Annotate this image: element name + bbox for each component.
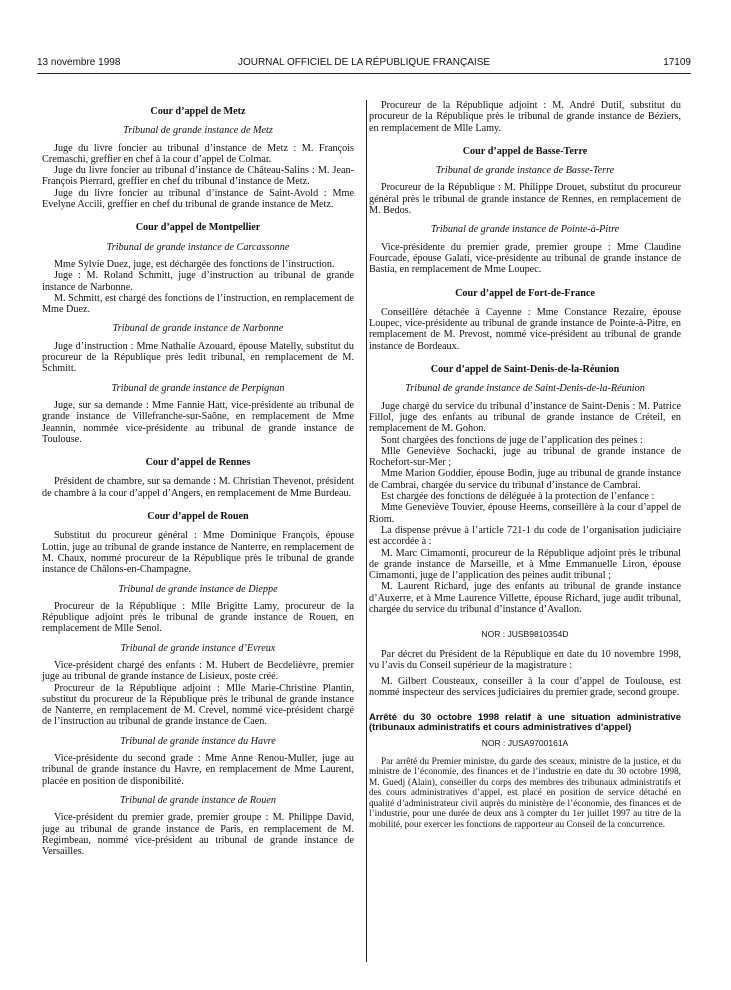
section-title-rouen: Cour d’appel de Rouen <box>147 511 249 523</box>
tribunal-dieppe: Tribunal de grande instance de Dieppe <box>118 583 278 595</box>
paragraph: Par décret du Président de la République en date du 10 novembre 1998, vu l’avis du Conseil supérieur de la magistrature : <box>369 648 681 671</box>
tribunal-basse-terre: Tribunal de grande instance de Basse-Terre <box>435 165 615 177</box>
paragraph: Juge, sur sa demande : Mme Fannie Hatt, vice-présidente au tribunal de grande instance de Villefranche-sur-Saône, en remplacement de Mme Jeannin, nommée vice-présidente au tribunal de grande instance de Toulouse. <box>42 399 354 445</box>
paragraph: Juge du livre foncier au tribunal d’instance de Metz : M. François Cremaschi, greffier en chef à la cour d’appel de Colmar. <box>42 142 354 165</box>
section-title-metz: Cour d’appel de Metz <box>150 106 246 117</box>
page-number: 17109 <box>663 57 691 68</box>
paragraph: Est chargée des fonctions de déléguée à la protection de l’enfance : <box>381 491 655 503</box>
nor-reference: NOR : JUSB9810354D <box>481 629 569 640</box>
paragraph: Juge d’instruction : Mme Nathalie Azouard, épouse Matelly, substitut du procureur de la République près ledit tribunal, en remplacement de M. Schmitt. <box>42 340 354 375</box>
paragraph: Vice-président du premier grade, premier groupe : M. Philippe David, juge au tribunal de grande instance de Paris, en remplacement de M. Regimbeau, nommé vice-président au tribunal de grande instance de Versailles. <box>42 812 354 858</box>
paragraph: Conseillère détachée à Cayenne : Mme Constance Rezaire, épouse Loupec, vice-présidente au tribunal de grande instance de Pointe-à-Pitre, en remplacement de M. Prevost, nommé vice-président au tribunal de grande instance de Bordeaux. <box>369 306 681 352</box>
paragraph: Vice-présidente du second grade : Mme Anne Renou-Muller, juge au tribunal de grande instance du Havre, en remplacement de Mme Laurent, placée en position de disponibilité. <box>42 753 354 787</box>
paragraph: Juge chargé du service du tribunal d’instance de Saint-Denis : M. Patrice Fillol, juge des enfants au tribunal de grande instance de Créteil, en remplacement de M. Gohon. <box>369 400 681 435</box>
tribunal-havre: Tribunal de grande instance du Havre <box>120 735 276 747</box>
right-column <box>369 100 681 830</box>
paragraph: Mme Geneviève Touvier, épouse Heems, conseillère à la cour d’appel de Riom. <box>369 502 681 525</box>
tribunal-perpignan: Tribunal de grande instance de Perpignan <box>111 382 285 394</box>
arrete-title: Arrêté du 30 octobre 1998 relatif à une situation administrative (tribunaux administratifs et cours administratives d’appel) <box>369 711 681 734</box>
page-header <box>37 57 691 73</box>
header-rule <box>37 73 691 74</box>
column-divider <box>366 100 367 962</box>
tribunal-narbonne: Tribunal de grande instance de Narbonne <box>112 323 284 335</box>
paragraph: M. Schmitt, est chargé des fonctions de l’instruction, en remplacement de Mme Duez. <box>42 292 354 316</box>
paragraph: Sont chargées des fonctions de juge de l’application des peines : <box>381 434 643 446</box>
paragraph: M. Gilbert Cousteaux, conseiller à la cour d’appel de Toulouse, est nommé inspecteur des services judiciaires du premier grade, second groupe. <box>369 676 681 699</box>
nor-reference: NOR : JUSA9700161A <box>481 737 569 748</box>
paragraph: Mme Sylvie Duez, juge, est déchargée des fonctions de l’instruction. <box>54 258 335 270</box>
section-title-rennes: Cour d’appel de Rennes <box>145 457 251 469</box>
tribunal-saint-denis: Tribunal de grande instance de Saint-Denis-de-la-Réunion <box>405 383 645 395</box>
paragraph: M. Marc Cimamonti, procureur de la République adjoint près le tribunal de grande instance de Marseille, et à Mme Emmanuelle Liron, épouse Cimamonti, juge de l’application des peines audit tribunal ; <box>369 547 681 582</box>
section-title-fort-de-france: Cour d’appel de Fort-de-France <box>455 287 595 299</box>
section-title-montpellier: Cour d’appel de Montpellier <box>135 222 261 234</box>
paragraph: Procureur de la République adjoint : Mlle Marie-Christine Plantin, substitut du procureur de la République près le tribunal de grande instance de Nanterre, en remplacement de M. Crevel, nommé vice-président chargé de l’instruction au tribunal de grande instance de Caen. <box>42 682 354 728</box>
paragraph: Par arrêté du Premier ministre, du garde des sceaux, ministre de la justice, et du ministre de l’économie, des finances et de l’industrie en date du 30 octobre 1998, M. Guedj (Alain), conseiller du corps des membres des tribunaux administratifs et des cours administratives d’appel, est placé en position de service détaché en qualité d’administrateur civil auprès du ministère de l’économie, des finances et de l’industrie, pour une durée de deux ans à compter du 1er juillet 1997 au titre de la mobilité, pour exercer les fonctions de rapporteur au Conseil de la concurrence. <box>369 757 681 830</box>
paragraph: Vice-présidente du premier grade, premier groupe : Mme Claudine Fourcade, épouse Galati, vice-présidente au tribunal de grande instance de Bastia, en remplacement de Mme Loupec. <box>369 241 681 276</box>
paragraph: Juge du livre foncier au tribunal d’instance de Saint-Avold : Mme Evelyne Accili, greffier en chef du tribunal de grande instance de Metz. <box>42 187 354 211</box>
section-title-basse-terre: Cour d’appel de Basse-Terre <box>462 145 588 157</box>
tribunal-rouen: Tribunal de grande instance de Rouen <box>120 794 276 806</box>
tribunal-pointe-a-pitre: Tribunal de grande instance de Pointe-à-Pitre <box>430 224 620 236</box>
journal-title: JOURNAL OFFICIEL DE LA RÉPUBLIQUE FRANÇAISE <box>237 57 491 68</box>
paragraph: Procureur de la République : M. Philippe Drouet, substitut du procureur général près le tribunal de grande instance de Rennes, en remplacement de M. Bedos. <box>369 182 681 217</box>
paragraph: Mlle Geneviève Sochacki, juge au tribunal de grande instance de Rochefort-sur-Mer ; <box>369 445 681 469</box>
paragraph: Mme Marion Goddier, épouse Bodin, juge au tribunal de grande instance de Cambrai, chargée du service du tribunal d’instance de Cambrai. <box>369 468 681 491</box>
paragraph: Vice-président chargé des enfants : M. Hubert de Becdelièvre, premier juge au tribunal de grande instance de Lisieux, poste créé. <box>42 659 354 683</box>
tribunal-carcassonne: Tribunal de grande instance de Carcassonne <box>106 241 290 253</box>
paragraph: Procureur de la République : Mlle Brigitte Lamy, procureur de la République adjoint près le tribunal de grande instance de Rouen, en remplacement de Mlle Senol. <box>42 600 354 635</box>
paragraph: La dispense prévue à l’article 721-1 du code de l’organisation judiciaire est accordée à : <box>369 524 681 548</box>
section-title-saint-denis: Cour d’appel de Saint-Denis-de-la-Réunion <box>430 364 620 376</box>
paragraph: Substitut du procureur général : Mme Dominique François, épouse Lottin, juge au tribunal de grande instance de Nanterre, en remplacement de M. Chaux, nommé procureur de la République près le tribunal de grande instance de Châlons-en-Champagne. <box>42 530 354 576</box>
header-date: 13 novembre 1998 <box>37 57 121 68</box>
tribunal-evreux: Tribunal de grande instance d’Evreux <box>120 642 276 654</box>
paragraph: Président de chambre, sur sa demande : M. Christian Thevenot, président de chambre à la cour d’appel d’Angers, en remplacement de Mme Burdeau. <box>42 476 354 499</box>
paragraph: Juge du livre foncier au tribunal d’instance de Château-Salins : M. Jean-François Pierrard, greffier en chef du tribunal d’instance de Metz. <box>42 165 354 188</box>
paragraph: M. Laurent Richard, juge des enfants au tribunal de grande instance d’Auxerre, et à Mme Laurence Villette, épouse Richard, juge audit tribunal, chargée du service du tribunal d’instance d’Avallon. <box>369 581 681 615</box>
left-column <box>42 100 354 857</box>
tribunal-metz: Tribunal de grande instance de Metz <box>123 125 273 137</box>
paragraph: Procureur de la République adjoint : M. André Dutil, substitut du procureur de la République près le tribunal de grande instance de Béziers, en remplacement de Mlle Lamy. <box>369 100 681 134</box>
paragraph: Juge : M. Roland Schmitt, juge d’instruction au tribunal de grande instance de Narbonne. <box>42 270 354 293</box>
